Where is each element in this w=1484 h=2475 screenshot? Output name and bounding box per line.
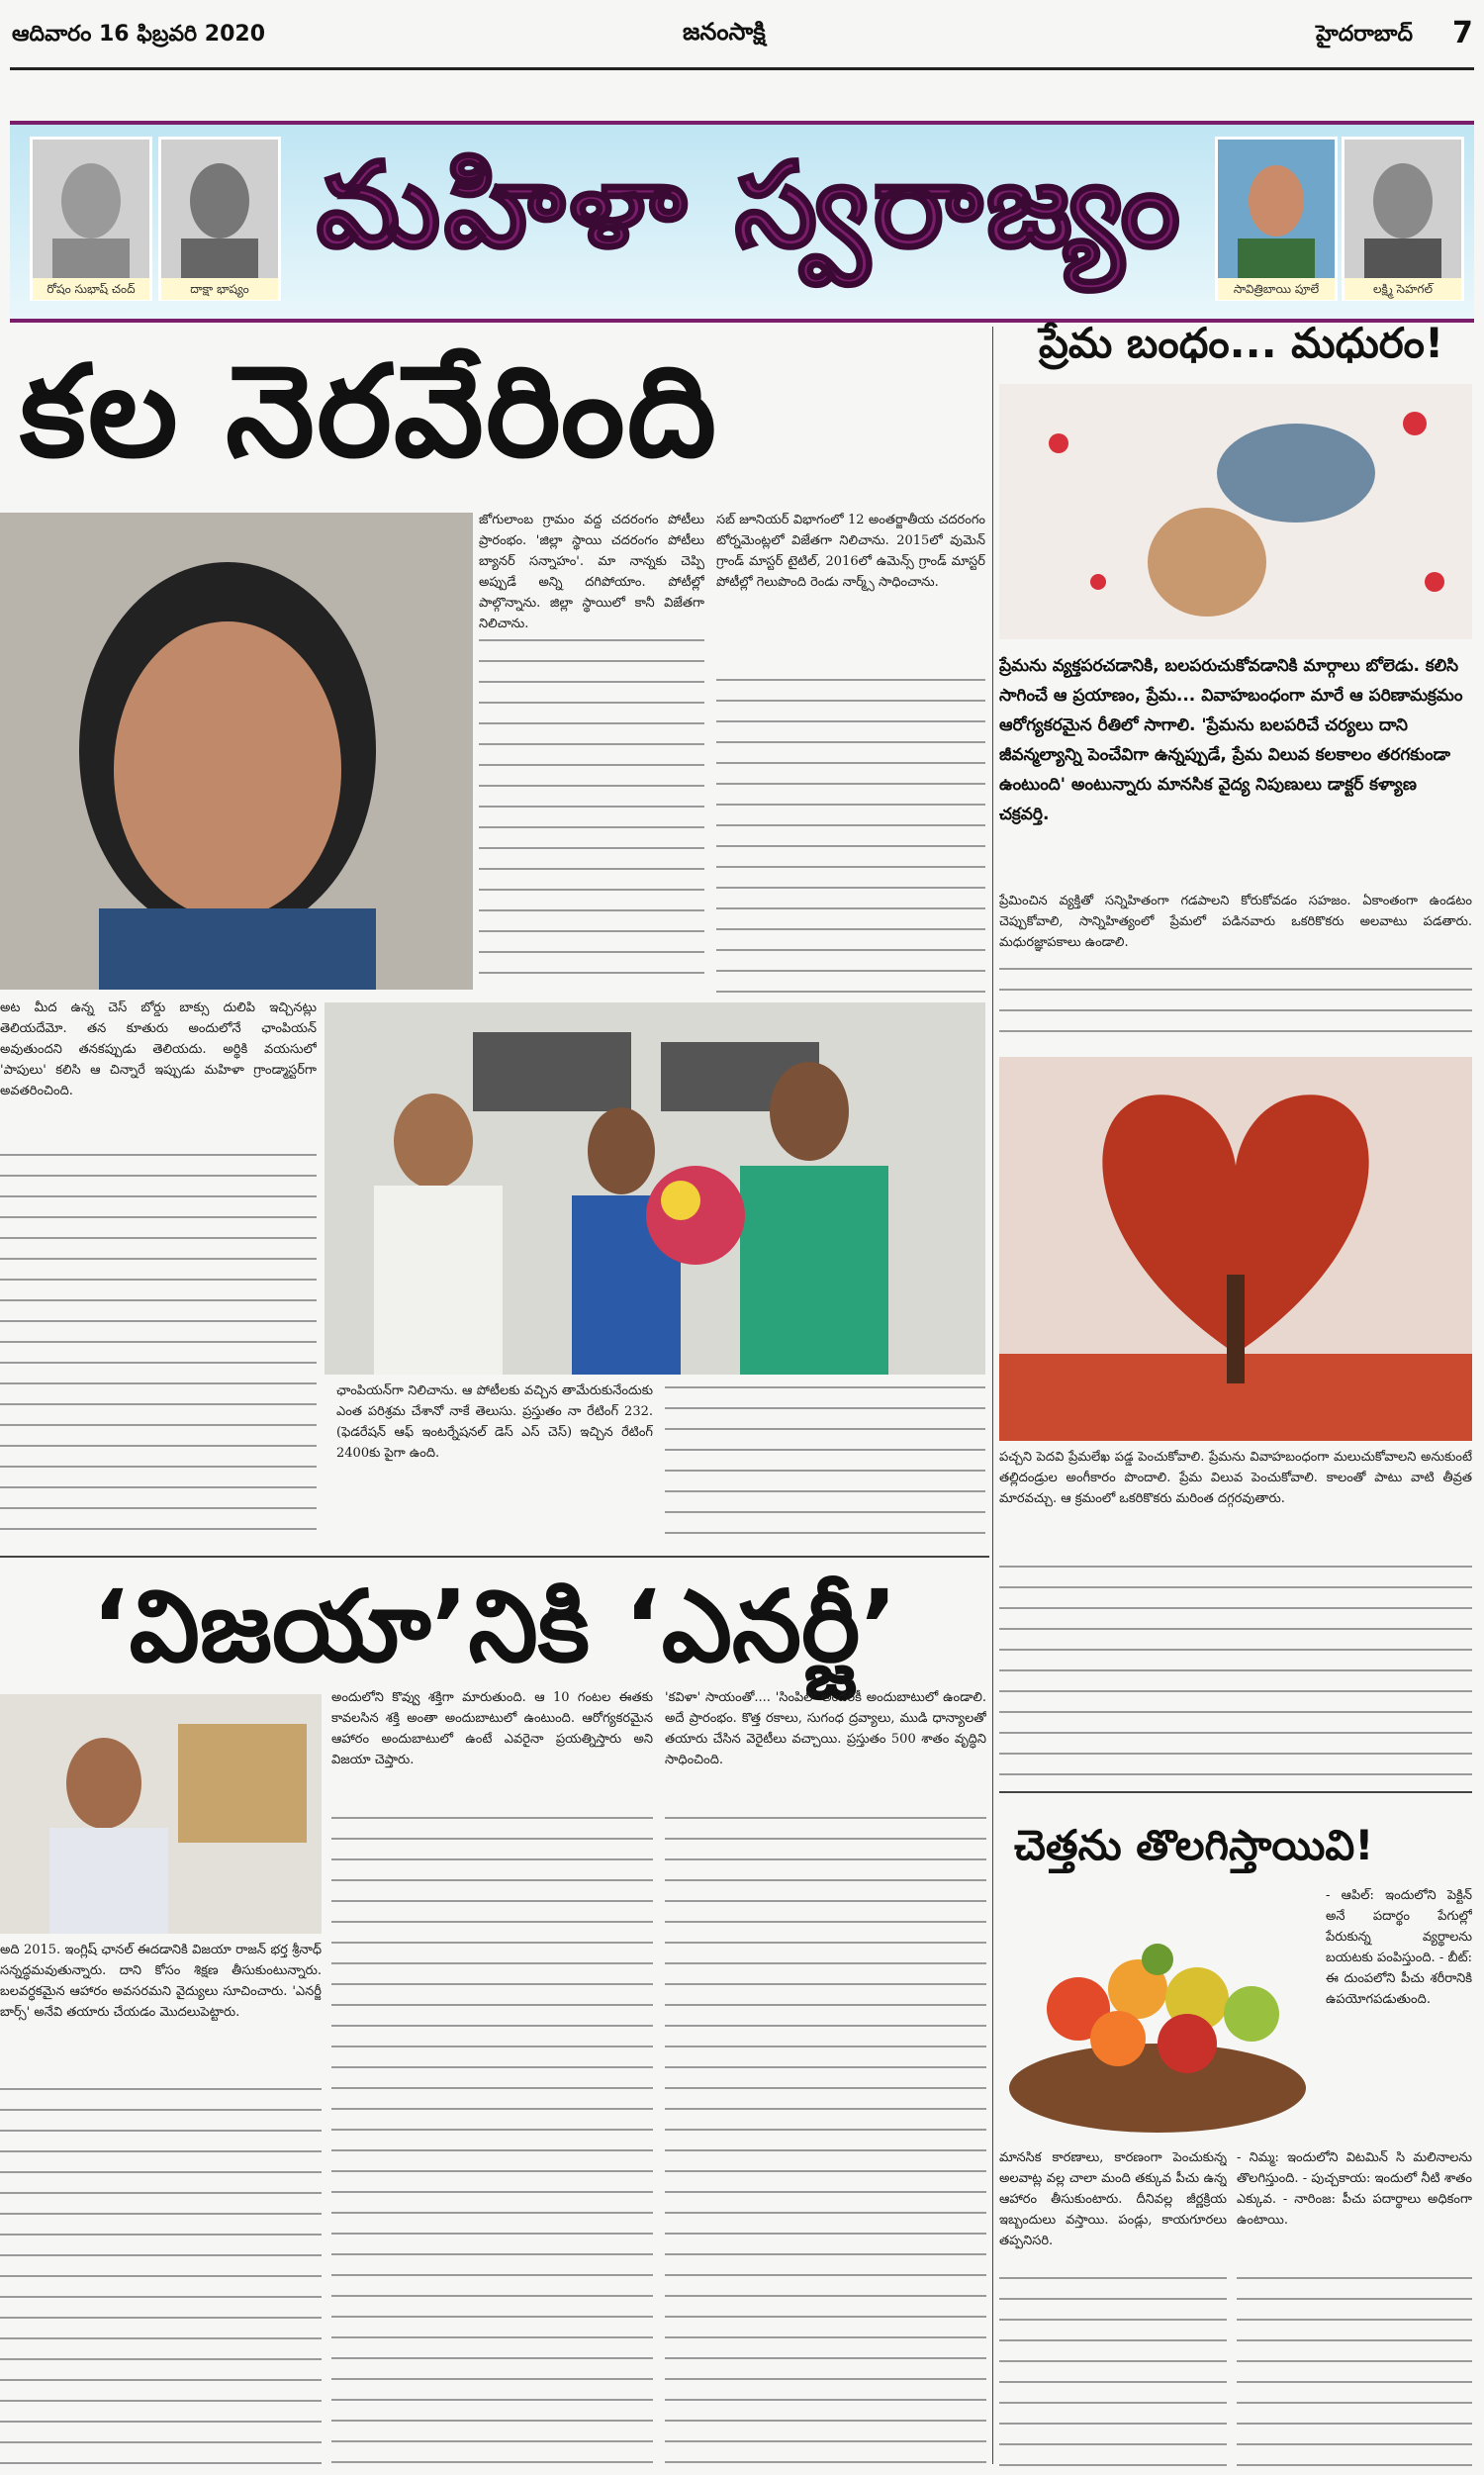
heart-tree-icon — [999, 1057, 1472, 1441]
story2-text-c — [665, 1687, 986, 1806]
text-placeholder-lines — [999, 2271, 1227, 2469]
story1-text-bottom — [336, 1380, 653, 1559]
section-banner — [10, 121, 1474, 323]
couple-hearts-icon — [999, 384, 1472, 639]
text-placeholder-lines — [331, 1811, 653, 2470]
chess-player-photo — [0, 513, 473, 990]
sidebar1-lead: ప్రేమను వ్యక్తపరచడానికి, బలపరుచుకోవడానికి మార్గాలు బోలెడు. కలిసి సాగించే ఆ ప్రయాణం, ప్రేమ... వివాహబంధంగా మారే ఆ పరిణామక్రమం ఆరోగ్యకరమైన రీతిలో సాగాలి. 'ప్రేమను బలపరిచే చర్యలు దాని జీవన్మల్యాన్ని పెంచేవిగా ఉన్నప్పుడే, ప్రేమ విలువ కలకాలం తరగకుండా ఉంటుంది' అంటున్నారు మానసిక వైద్య నిపుణులు డాక్టర్ కళ్యాణ చక్రవర్తి. — [999, 656, 1463, 824]
story1-mid-text: సబ్ జూనియర్ విభాగంలో 12 అంతర్జాతీయ చదరంగం టోర్నమెంట్లలో విజేతగా నిలిచాను. 2015లో వుమెన్ గ్రాండ్ మాస్టర్ టైటిల్, 2016లో ఉమెన్స్ గ్రాండ్ మాస్టర్ పోటీల్లో గెలుపొంది రెండు నార్మ్స్ సాధించాను. — [716, 513, 985, 590]
story2-headline: ‘విజయా’నికి ‘ఎనర్జీ’ — [91, 1569, 898, 1684]
woman-with-products-icon — [0, 1694, 322, 1934]
text-placeholder-lines — [999, 962, 1472, 1051]
group-photo-icon — [325, 1002, 985, 1375]
page-number: 7 — [1452, 16, 1473, 50]
portrait-sketch-icon — [33, 140, 149, 298]
story2-intro-text: అది 2015. ఇంగ్లిష్ ఛానల్ ఈదడానికి విజయా రాజన్ భర్త శ్రీనాధ్ సన్నద్ధమవుతున్నారు. దాని కోసం శిక్షణ తీసుకుంటున్నారు. బలవర్ధకమైన ఆహారం అవసరమని వైద్యులు సూచించారు. 'ఎనర్జీ బార్స్' అనేవి తయారు చేయడం మొదలుపెట్టారు. — [0, 1943, 322, 2020]
sidebar1-text-b — [999, 1447, 1472, 1556]
text-placeholder-lines — [479, 633, 704, 990]
portrait-photo-icon — [1345, 140, 1461, 298]
text-placeholder-lines — [999, 1560, 1472, 1787]
sidebar2-intro-text: మానసిక కారణాలు, కారణంగా పెంచుకున్న అలవాట్ల వల్ల చాలా మంది తక్కువ పీచు ఉన్న ఆహారం తీసుకుంటారు. దీనివల్ల జీర్ణక్రియ ఇబ్బందులు వస్తాయి. పండ్లు, కాయగూరలు తప్పనిసరి. — [999, 2150, 1227, 2248]
sidebar2-text-c — [1237, 2147, 1472, 2266]
sidebar2-text-a — [999, 2147, 1227, 2266]
masthead — [0, 0, 1484, 71]
masthead-divider — [10, 67, 1474, 70]
story2-text-b — [331, 1687, 653, 1806]
story1-headline: కల నెరవేరింది — [20, 338, 719, 486]
couple-photo — [999, 384, 1472, 639]
issue-date: ఆదివారం 16 ఫిబ్రవరి 2020 — [12, 22, 265, 47]
story1-intro-text: జోగులాంబ గ్రామం వద్ద చదరంగం పోటీలు ప్రారంభం. 'జిల్లా స్థాయి చదరంగం పోటీలు బ్యానర్ సన్నాహం'. మా నాన్నకు చెప్పి అప్పుడే అన్ని దగిపోయాం. పోటీల్లో పాల్గొన్నాను. జిల్లా స్థాయిలో కానీ విజేతగా నిలిచాను. — [479, 513, 704, 631]
portrait-4 — [1342, 137, 1464, 301]
fruit-basket-photo — [999, 1890, 1316, 2138]
story2-mid-text: అందులోని కొవ్వు శక్తిగా మారుతుంది. ఆ 10 గంటల ఈతకు కావలసిన శక్తి అంతా అందుబాటులో ఉంటుంది. ఆరోగ్యకరమైన ఆహారం అందుబాటులో ఉంటే ఎవరైనా ప్రయత్నిస్తారు అని విజయా చెప్తారు. — [331, 1690, 653, 1767]
portrait-2 — [158, 137, 281, 301]
sidebar2-fruit-list-text: - ఆపిల్: ఇందులోని పెక్టిన్ అనే పదార్థం పేగుల్లో పేరుకున్న వ్యర్థాలను బయటకు పంపిస్తుంది. - బీట్: ఈ దుంపలోని పీచు శరీరానికి ఉపయోగపడుతుంది. — [1326, 1888, 1472, 2007]
sidebar1-text-a — [999, 891, 1472, 960]
portrait-painting-icon — [1218, 140, 1335, 298]
heart-tree-photo — [999, 1057, 1472, 1441]
text-placeholder-lines — [0, 1148, 317, 1544]
story1-left-text: అట మీద ఉన్న చెస్ బోర్డు బాక్సు దులిపి ఇచ్చినట్లు తెలియదేమో. తన కూతురు అందులోనే ఛాంపియన్ అవుతుందని తనకప్పుడు తెలియదు. అర్థికి వయసులో 'పాపులు' కలిసి ఆ చిన్నారే ఇప్పుడు మహిళా గ్రాండ్మాస్టర్‌గా అవతరించింది. — [0, 1000, 317, 1098]
sidebar2-text-b — [1326, 1885, 1472, 2142]
sidebar-divider — [999, 1791, 1472, 1793]
paper-name: జనంసాక్షి — [683, 18, 766, 46]
story-divider — [0, 1556, 989, 1558]
entrepreneur-photo — [0, 1694, 322, 1934]
story1-text-column-2 — [716, 510, 985, 668]
fruit-basket-icon — [999, 1890, 1316, 2138]
text-placeholder-lines — [665, 1380, 985, 1549]
portrait-3 — [1215, 137, 1338, 301]
sidebar1-body-text: ప్రేమించిన వ్యక్తితో సన్నిహితంగా గడపాలని కోరుకోవడం సహజం. ఏకాంతంగా ఉండటం చెప్పుకోవాలి, సాన్నిహిత్యంలో ప్రేమలో పడినవారు ఒకరికొకరు అలవాటు పడతారు. మధురజ్ఞాపకాలు ఉండాలి. — [999, 894, 1472, 950]
text-placeholder-lines — [665, 1811, 986, 2470]
sidebar2-more-text: - నిమ్మ: ఇందులోని విటమిన్ సి మలినాలను తొలగిస్తుంది. - పుచ్చకాయ: ఇందులో నీటి శాతం ఎక్కువ. - నారింజ: పీచు పదార్థాలు అధికంగా ఉంటాయి. — [1237, 2150, 1472, 2228]
portrait-caption: సావిత్రిబాయి పూలే — [1218, 278, 1335, 300]
woman-portrait-icon — [0, 513, 473, 990]
sidebar1-headline: ప్రేమ బంధం... మధురం! — [1039, 319, 1444, 367]
sidebar1-body-text-2: పచ్చని పెదవి ప్రేమలేఖ పడ్డ పెంచుకోవాలి. ప్రేమను వివాహబంధంగా మలుచుకోవాలని అనుకుంటే తల్లిదండ్రుల అంగీకారం పొందాలి. ప్రేమ విలువ పెంచుకోవాలి. కాలంతో పాటు వాటి తీవ్రత మారవచ్చు. ఆ క్రమంలో ఒకరికొకరు మరింత దగ్గరవుతారు. — [999, 1450, 1472, 1506]
sidebar2-headline: చెత్తను తొలగిస్తాయివి! — [1014, 1821, 1374, 1869]
portrait-1 — [30, 137, 152, 301]
text-placeholder-lines — [0, 2082, 322, 2470]
portrait-photo-icon — [161, 140, 278, 298]
banner-title: మహిళా స్వరాజ్యం — [317, 137, 1184, 273]
story1-bottom-text: ఛాంపియన్‌గా నిలిచాను. ఆ పోటీలకు వచ్చిన తామేరుకునేందుకు ఎంత పరిశ్రమ చేశానో నాకే తెలుసు. ప్రస్తుతం నా రేటింగ్ 232. (ఫెడరేషన్ ఆఫ్ ఇంటర్నేషనల్ డెస్ ఎస్ చెస్) ఇచ్చిన రేటింగ్ 2400కు పైగా ఉంది. — [336, 1383, 653, 1461]
text-placeholder-lines — [716, 673, 985, 1000]
portrait-caption: లక్ష్మి సెహగల్ — [1345, 278, 1461, 300]
portrait-caption: రోషం సుభాష్ చంద్ — [33, 278, 149, 300]
story2-right-text: 'కవిళా' సాయంతో.... 'సింపిలి' అందరికీ అందుబాటులో ఉండాలి. అదే ప్రారంభం. కొత్త రకాలు, సుగంధ ద్రవ్యాలు, ముడి ధాన్యాలతో తయారు చేసిన వెరైటీలు వచ్చాయి. ప్రస్తుతం 500 శాతం వృద్ధిని సాధించింది. — [665, 1690, 986, 1767]
text-placeholder-lines — [1237, 2271, 1472, 2469]
column-divider — [992, 327, 993, 2464]
story2-text-a — [0, 1940, 322, 2078]
edition-city: హైదరాబాద్ — [1316, 22, 1413, 47]
portrait-caption: దాక్షా భాష్యం — [161, 278, 278, 300]
award-ceremony-photo — [325, 1002, 985, 1375]
story1-text-left — [0, 998, 317, 1146]
